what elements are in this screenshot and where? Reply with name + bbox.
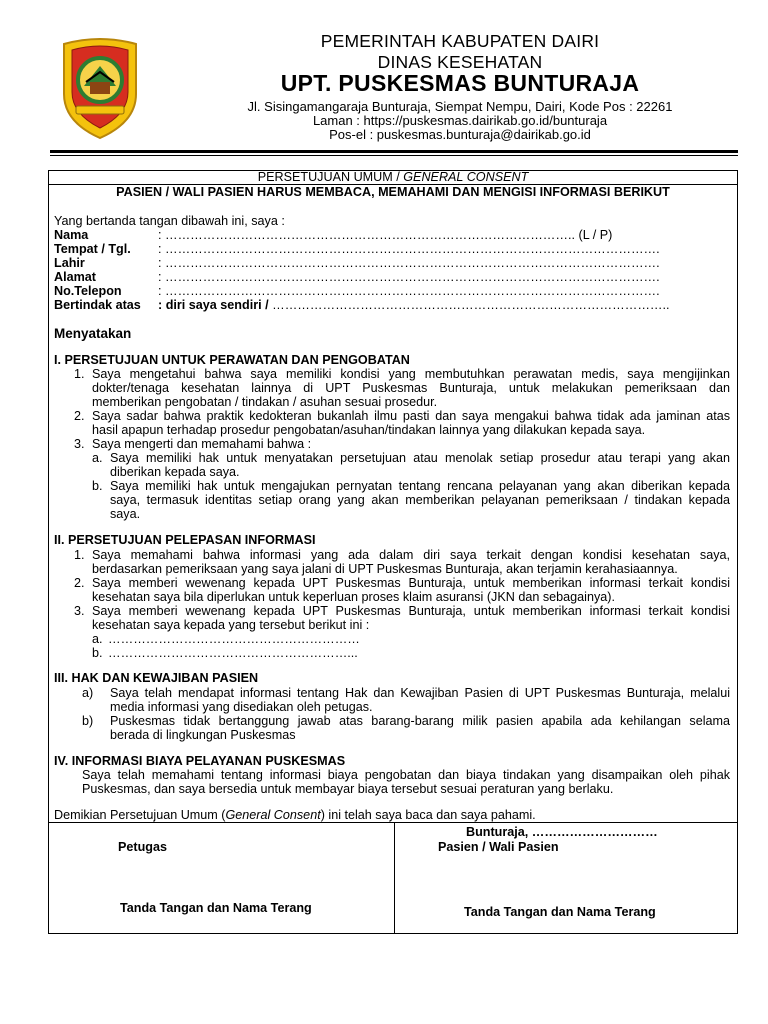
s1-item-2-number: 2. bbox=[74, 409, 85, 423]
s1-item-1-line-3: memberikan pengobatan / tindakan / asuhan sesuai prosedur. bbox=[92, 395, 438, 409]
closing-statement: Demikian Persetujuan Umum (General Consent) ini telah saya baca dan saya pahami. bbox=[54, 808, 536, 822]
s2-item-1-number: 1. bbox=[74, 548, 85, 562]
section-3-title: III. HAK DAN KEWAJIBAN PASIEN bbox=[54, 671, 259, 685]
s3-item-a-number: a) bbox=[82, 686, 94, 700]
s2-item-2-number: 2. bbox=[74, 576, 85, 590]
field-label-alamat: Alamat bbox=[54, 270, 96, 284]
header-rule-thin bbox=[50, 155, 738, 156]
s1-sub-a-line-2: diberikan kepada saya. bbox=[110, 465, 240, 479]
s1-item-1-line-2: dokter/tenaga kesehatan lainnya di UPT Puskesmas Bunturaja, untuk melakukan pemeriksaan dan bbox=[92, 381, 730, 395]
field-alamat[interactable]: : ………………………………………………………………………………………………………. bbox=[158, 270, 660, 284]
s1-sub-b-line-3: saya. bbox=[110, 507, 141, 521]
field-label-bertindak: Bertindak atas bbox=[54, 298, 141, 312]
s1-item-1-number: 1. bbox=[74, 367, 85, 381]
s3-item-b-line-2: berada di lingkungan Puskesmas bbox=[110, 728, 296, 742]
s1-item-3-number: 3. bbox=[74, 437, 85, 451]
s2-sub-b-number: b. bbox=[92, 646, 103, 660]
form-title: PERSETUJUAN UMUM / GENERAL CONSENT bbox=[257, 170, 529, 184]
s2-item-3-line-1: Saya memberi wewenang kepada UPT Puskesmas Bunturaja, untuk memberikan informasi terkait kondisi bbox=[92, 604, 730, 618]
form-subtitle: PASIEN / WALI PASIEN HARUS MEMBACA, MEMAHAMI DAN MENGISI INFORMASI BERIKUT bbox=[116, 185, 670, 199]
s1-sub-a-line-1: Saya memiliki hak untuk menyatakan persetujuan atau menolak setiap prosedur atau terapi yang akan bbox=[110, 451, 730, 465]
kabupaten-dairi-logo bbox=[56, 36, 144, 140]
section-4-title: IV. INFORMASI BIAYA PELAYANAN PUSKESMAS bbox=[54, 754, 346, 768]
signature-left-caption[interactable]: Tanda Tangan dan Nama Terang bbox=[120, 901, 312, 915]
s1-item-2-line-2: hasil apapun terhadap prosedur pengobatan/asuhan/tindakan lainnya yang dilakukan kepada saya. bbox=[92, 423, 646, 437]
signature-column-divider bbox=[394, 822, 395, 934]
field-lahir[interactable]: : ………………………………………………………………………………………………………. bbox=[158, 256, 660, 270]
field-label-nama: Nama bbox=[54, 228, 89, 242]
field-bertindak[interactable]: : diri saya sendiri / ………………………………………………………………………………….. bbox=[158, 298, 670, 312]
field-label-ttl: Tempat / Tgl. bbox=[54, 242, 131, 256]
header-website: Laman : https://puskesmas.dairikab.go.id/bunturaja bbox=[312, 113, 608, 128]
header-rule-thick bbox=[50, 150, 738, 153]
s2-sub-b-field[interactable]: …………………………………………………... bbox=[108, 646, 358, 660]
header-email: Pos-el : puskesmas.bunturaja@dairikab.go.id bbox=[329, 127, 591, 142]
s1-sub-b-number: b. bbox=[92, 479, 103, 493]
s2-item-3-line-2: kesehatan saya kepada yang tersebut berikut ini : bbox=[92, 618, 370, 632]
section-2-title: II. PERSETUJUAN PELEPASAN INFORMASI bbox=[54, 533, 316, 547]
field-ttl[interactable]: : ………………………………………………………………………………………………………. bbox=[158, 242, 660, 256]
s1-sub-b-line-1: Saya memiliki hak untuk mengajukan pernyatan tentang rencana pelayanan yang akan diberikan kepada bbox=[110, 479, 730, 493]
s3-item-a-line-2: media informasi yang disediakan oleh petugas. bbox=[110, 700, 373, 714]
s2-item-1-line-1: Saya memahami bahwa informasi yang ada dalam diri saya terkait dengan kondisi kesehatan saya, bbox=[92, 548, 730, 562]
s1-item-1-line-1: Saya mengetahui bahwa saya memiliki kondisi yang membutuhkan perawatan medis, saya mengijinkan bbox=[92, 367, 730, 381]
s3-item-b-line-1: Puskesmas tidak bertanggung jawab atas barang-barang milik pasien apabila ada kehilangan selama bbox=[110, 714, 730, 728]
signature-petugas-label: Petugas bbox=[118, 840, 167, 854]
section-1-title: I. PERSETUJUAN UNTUK PERAWATAN DAN PENGOBATAN bbox=[54, 353, 410, 367]
s2-item-2-line-1: Saya memberi wewenang kepada UPT Puskesmas Bunturaja, untuk memberikan informasi terkait kondisi bbox=[92, 576, 730, 590]
signature-pasien-label: Pasien / Wali Pasien bbox=[438, 840, 559, 854]
signature-place-date[interactable]: Bunturaja, ………………………… bbox=[466, 825, 658, 839]
header-address: Jl. Sisingamangaraja Bunturaja, Siempat Nempu, Dairi, Kode Pos : 22261 bbox=[247, 99, 673, 114]
s2-item-1-line-2: berdasarkan pemeriksaan yang saya jalani di UPT Puskesmas Bunturaja, akan terjamin kerahasiaannya. bbox=[92, 562, 678, 576]
s4-line-2: Puskesmas, dan saya bersedia untuk membayar biaya tersebut sesuai peraturan yang berlaku. bbox=[82, 782, 614, 796]
s3-item-a-line-1: Saya telah mendapat informasi tentang Hak dan Kewajiban Pasien di UPT Puskesmas Bunturaja, melalui bbox=[110, 686, 730, 700]
s1-item-2-line-1: Saya sadar bahwa praktik kedokteran bukanlah ilmu pasti dan saya mengakui bahwa tidak ada jaminan atas bbox=[92, 409, 730, 423]
field-label-lahir: Lahir bbox=[54, 256, 85, 270]
menyatakan-heading: Menyatakan bbox=[54, 326, 132, 341]
s2-item-3-number: 3. bbox=[74, 604, 85, 618]
s2-sub-a-field[interactable]: …………………………………………………… bbox=[108, 632, 360, 646]
field-nama[interactable]: : …………………………………………………………………………………….. (L / P) bbox=[158, 228, 613, 242]
intro-text: Yang bertanda tangan dibawah ini, saya : bbox=[54, 214, 285, 228]
field-telepon[interactable]: : ………………………………………………………………………………………………………. bbox=[158, 284, 660, 298]
s1-sub-b-line-2: saya, termasuk identitas setiap orang yang akan memberikan pelayanan pemeriksaan / tindakan kepada bbox=[110, 493, 730, 507]
s1-item-3-line-1: Saya mengerti dan memahami bahwa : bbox=[92, 437, 312, 451]
header-institution-name: UPT. PUSKESMAS BUNTURAJA bbox=[280, 70, 640, 96]
header-line-government: PEMERINTAH KABUPATEN DAIRI bbox=[320, 31, 600, 51]
s3-item-b-number: b) bbox=[82, 714, 94, 728]
field-label-telepon: No.Telepon bbox=[54, 284, 122, 298]
signature-right-caption[interactable]: Tanda Tangan dan Nama Terang bbox=[464, 905, 656, 919]
header-line-agency: DINAS KESEHATAN bbox=[377, 52, 543, 72]
s1-sub-a-number: a. bbox=[92, 451, 103, 465]
s2-sub-a-number: a. bbox=[92, 632, 103, 646]
s4-line-1: Saya telah memahami tentang informasi biaya pengobatan dan biaya tindakan yang disampaikan oleh pihak bbox=[82, 768, 730, 782]
s2-item-2-line-2: kesehatan saya bila diperlukan untuk keperluan proses klaim asuransi (JKN dan sebagainya). bbox=[92, 590, 615, 604]
